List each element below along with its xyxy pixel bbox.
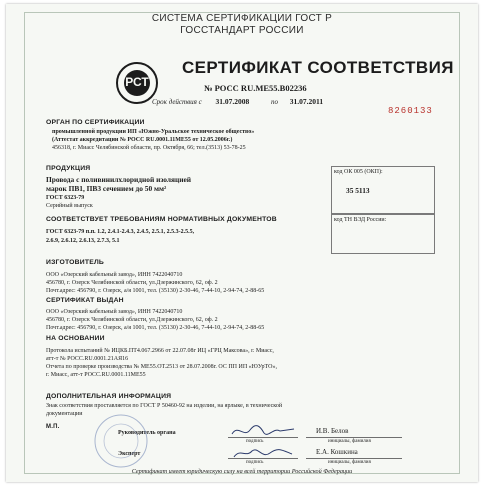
extra-info-line-2: документации: [46, 411, 83, 417]
valid-to: 31.07.2011: [289, 97, 324, 106]
issued-line-1: ООО «Озерский кабельный завод», ИНН 7422040710: [46, 309, 183, 315]
validity-to-label: по: [271, 98, 278, 106]
valid-from: 31.07.2008: [215, 97, 250, 106]
extra-info-line-1: Знак соответствия проставляется по ГОСТ Р 50460-92 на изделии, на ярлыке, в технической: [46, 403, 283, 409]
stamp-label: М.П.: [46, 424, 60, 430]
basis-line-2: атт-т № РОСС.RU.0001.21АЯ16: [46, 356, 129, 362]
product-line-4: Серийный выпуск: [46, 203, 93, 209]
basis-line-3: Отчета по проверке производства № МЕ55.ОТ.2513 от 28.07.2008г. ОС ПП ИП «ЮУрТО»,: [46, 364, 277, 370]
product-line-1: Провода с поливинилхлоридной изоляцией: [46, 175, 192, 184]
requirements-line-1: ГОСТ 6323-79 п.п. 1.2, 2.4.1-2.4.3, 2.4.5, 2.5.1, 2.5.3-2.5.5,: [46, 229, 195, 235]
validity-period: [152, 98, 323, 106]
manufacturer-heading: ИЗГОТОВИТЕЛЬ: [46, 259, 104, 266]
issued-line-2: 456780, г. Озерск Челябинской области, ул.Дзержинского, 62, оф. 2: [46, 317, 218, 323]
organ-line-1: промышленной продукции ИП «Южно-Уральское техническое общество»: [52, 129, 255, 135]
product-line-2: марок ПВ1, ПВ3 сечением до 50 мм²: [46, 184, 167, 193]
logo-letters: РСТ: [125, 75, 149, 89]
certificate-title: СЕРТИФИКАТ СООТВЕТСТВИЯ: [182, 58, 454, 77]
expert-label: Эксперт: [118, 451, 141, 457]
head-name: И.В. Белов: [316, 427, 349, 435]
system-title: СИСТЕМА СЕРТИФИКАЦИИ ГОСТ Р: [151, 13, 333, 24]
organ-heading: ОРГАН ПО СЕРТИФИКАЦИИ: [46, 119, 145, 126]
head-signature-icon: [228, 422, 300, 440]
issued-line-3: Почт.адрес: 456790, г. Озерск, а/я 1001, тел. (35130) 2-30-46, 7-44-10, 2-94-74, 2-88-65: [46, 325, 265, 331]
tnved-label: код ТН ВЭД России:: [334, 217, 387, 223]
initials-caption-1: инициалы, фамилия: [328, 439, 371, 444]
manufacturer-line-1: ООО «Озерский кабельный завод», ИНН 7422040710: [46, 272, 183, 278]
initials-caption-2: инициалы, фамилия: [328, 460, 371, 465]
product-heading: ПРОДУКЦИЯ: [46, 165, 91, 172]
certificate-number: № РОСС RU.МЕ55.В02236: [204, 83, 307, 93]
manufacturer-line-3: Почт.адрес: 456790, г. Озерск, а/я 1001, тел. (35130) 2-30-46, 7-44-10, 2-94-74, 2-88-65: [46, 288, 265, 294]
okp-label: код ОК 005 (ОКП):: [334, 169, 383, 175]
head-of-organ-label: Руководитель органа: [118, 430, 176, 436]
signature-caption-1: подпись: [246, 439, 264, 444]
issued-heading: СЕРТИФИКАТ ВЫДАН: [46, 297, 124, 304]
footer-note: Сертификат имеет юридическую силу на всей территории Российской Федерации: [131, 468, 353, 475]
serial-number: 8260133: [388, 106, 433, 116]
validity-label: Срок действия с: [152, 98, 202, 106]
requirements-line-2: 2.6.9, 2.6.12, 2.6.13, 2.7.3, 5.1: [46, 238, 120, 244]
okp-code: 35 5113: [346, 186, 370, 195]
extra-info-heading: ДОПОЛНИТЕЛЬНАЯ ИНФОРМАЦИЯ: [46, 393, 172, 400]
basis-line-4: г. Миасс, атт-т РОСС.RU.0001.11МЕ55: [46, 372, 146, 378]
stamp-seal-icon: [92, 412, 150, 470]
signature-caption-2: подпись: [246, 460, 264, 465]
organ-line-3: 456318, г. Миасс Челябинской области, пр. Октября, 66; тел.(3513) 53-78-25: [52, 145, 246, 151]
basis-heading: НА ОСНОВАНИИ: [46, 335, 105, 342]
requirements-heading: СООТВЕТСТВУЕТ ТРЕБОВАНИЯМ НОРМАТИВНЫХ ДОКУМЕНТОВ: [46, 216, 277, 223]
expert-signature-icon: [228, 444, 300, 462]
manufacturer-line-2: 456780, г. Озерск Челябинской области, ул.Дзержинского, 62, оф. 2: [46, 280, 218, 286]
certificate-sheet: [6, 4, 478, 482]
product-line-3: ГОСТ 6323-79: [46, 195, 85, 201]
expert-name: Е.А. Кошкина: [316, 448, 358, 456]
standard-title: ГОССТАНДАРТ РОССИИ: [180, 25, 304, 36]
organ-line-2: (Аттестат аккредитации № РОСС RU.0001.11МЕ55 от 12.05.2006г.): [52, 137, 233, 143]
basis-line-1: Протокола испытаний № ИЦКБ.ПТ4.067.2966 от 22.07.08г ИЦ «ГРЦ Максова», г. Миасс,: [46, 348, 274, 354]
